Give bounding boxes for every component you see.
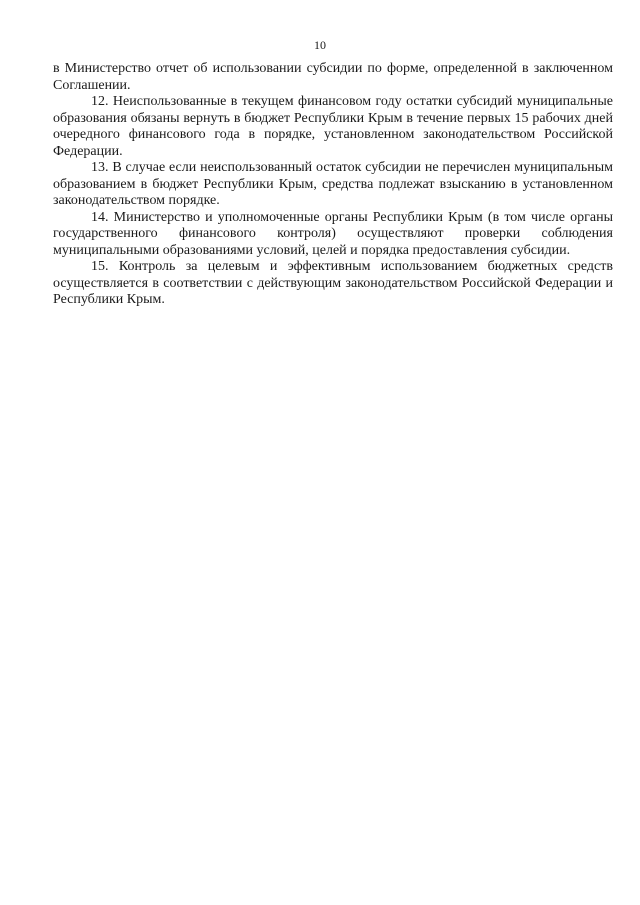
paragraph-item-15: 15. Контроль за целевым и эффективным использованием бюджетных средств осуществляется в соответствии с действующим законодательством Российской Федерации и Республики Крым. xyxy=(53,259,613,307)
document-body xyxy=(53,61,613,309)
paragraph-item-12: 12. Неиспользованные в текущем финансовом году остатки субсидий муниципальные образования обязаны вернуть в бюджет Республики Крым в течение первых 15 рабочих дней очередного финансового года в порядке, установленном законодательством Российской Федерации. xyxy=(53,94,613,159)
paragraph-item-14: 14. Министерство и уполномоченные органы Республики Крым (в том числе органы государственного финансового контроля) осуществляют проверки соблюдения муниципальными образованиями условий, целей и порядка предоставления субсидии. xyxy=(53,209,613,258)
paragraph-item-13: 13. В случае если неиспользованный остаток субсидии не перечислен муниципальным образованием в бюджет Республики Крым, средства подлежат взысканию в установленном законодательством порядке. xyxy=(53,160,613,208)
page-number: 10 xyxy=(314,38,326,52)
paragraph-continuation: в Министерство отчет об использовании субсидии по форме, определенной в заключенном Соглашении. xyxy=(53,61,613,93)
